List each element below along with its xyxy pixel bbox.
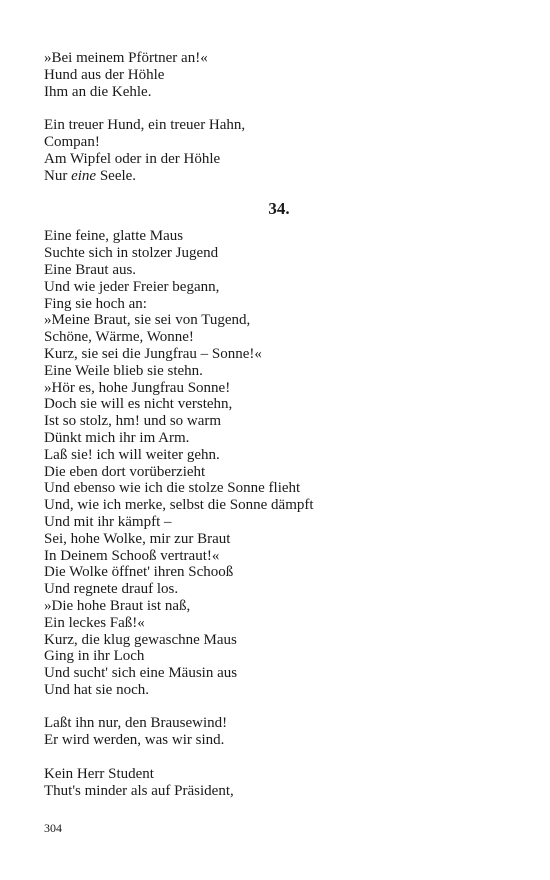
poem-line: Und ebenso wie ich die stolze Sonne flieht [44,480,301,497]
stanza-gap [44,749,514,766]
poem-line: Doch sie will es nicht verstehn, [44,396,233,413]
poem-line: Ein treuer Hund, ein treuer Hahn, [44,117,246,134]
poem-line: Und, wie ich merke, selbst die Sonne dämpft [44,497,314,514]
emphasized-word: eine [71,167,97,184]
poem-line: Fing sie hoch an: [44,295,147,312]
poem-line: Am Wipfel oder in der Höhle [44,150,221,167]
poem-line: Kein Herr Student [44,765,154,782]
stanza-gap [44,100,514,117]
poem-line: In Deinem Schooß vertraut!« [44,547,220,564]
stanza-4 [44,715,514,749]
poem-line: Hund aus der Höhle [44,66,165,83]
poem-line: Eine Braut aus. [44,261,137,278]
poem-line: Und mit ihr kämpft – [44,513,172,530]
stanza-1 [44,50,514,100]
poem-line: Und hat sie noch. [44,681,149,698]
poem-line: Die Wolke öffnet' ihren Schooß [44,564,234,581]
poem-line: Kurz, sie sei die Jungfrau – Sonne!« [44,345,262,362]
poem-line: Und wie jeder Freier begann, [44,278,220,295]
poem-line: Schöne, Wärme, Wonne! [44,329,194,346]
section-gap [44,184,514,199]
poem-line: »Hör es, hohe Jungfrau Sonne! [44,379,231,396]
line-prefix: Nur [44,167,72,184]
poem-line-emphasis [44,168,514,185]
poem-line: Laß sie! ich will weiter gehn. [44,446,220,463]
page-number: 304 [44,821,62,835]
poem-34 [44,228,514,698]
poem-line: Suchte sich in stolzer Jugend [44,245,219,262]
poem-line: Und sucht' sich eine Mäusin aus [44,665,238,682]
poem-line: Und regnete drauf los. [44,581,179,598]
stanza-5 [44,766,514,800]
poem-line: Ein leckes Faß!« [44,614,145,631]
poem-line: Ist so stolz, hm! und so warm [44,413,222,430]
poem-line: Compan! [44,133,100,150]
poem-line: Dünkt mich ihr im Arm. [44,429,190,446]
line-suffix: Seele. [96,167,137,184]
poem-line: Kurz, die klug gewaschne Maus [44,631,237,648]
poem-line: Ihm an die Kehle. [44,83,152,100]
poem-line: Sei, hohe Wolke, mir zur Braut [44,530,231,547]
poem-line: Er wird werden, was wir sind. [44,732,225,749]
poem-line: Eine feine, glatte Maus [44,228,184,245]
page-content [44,50,514,799]
stanza-2 [44,117,514,184]
poem-line: »Die hohe Braut ist naß, [44,597,191,614]
poem-line: Ging in ihr Loch [44,648,145,665]
poem-line: »Bei meinem Pförtner an!« [44,50,208,66]
poem-line: Die eben dort vorüberzieht [44,463,206,480]
poem-line: Thut's minder als auf Präsident, [44,782,234,799]
poem-line: Eine Weile blieb sie stehn. [44,362,203,379]
poem-line: »Meine Braut, sie sei von Tugend, [44,312,251,329]
poem-number-heading: 34. [268,199,290,219]
stanza-gap [44,699,514,716]
poem-line: Laßt ihn nur, den Brausewind! [44,715,228,732]
